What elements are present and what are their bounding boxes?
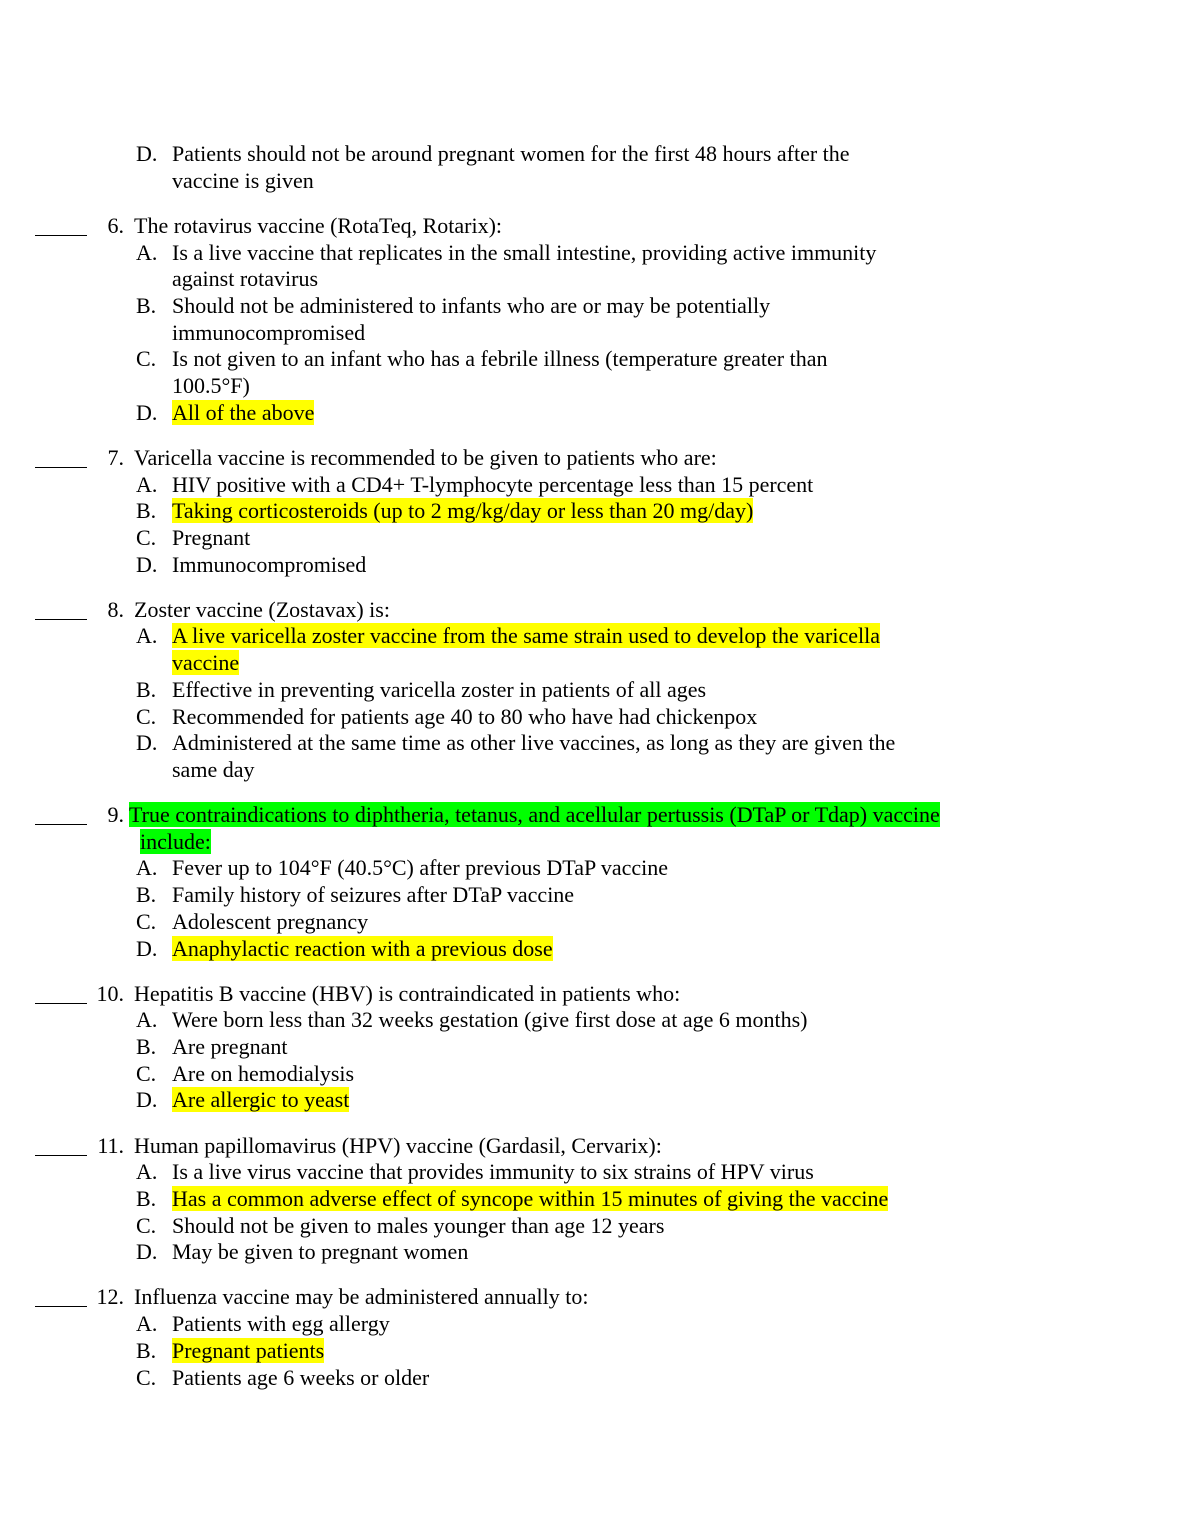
option-text-line	[172, 757, 254, 783]
option-text: Are allergic to yeast	[172, 1087, 350, 1113]
option-text-line	[172, 936, 553, 962]
option-text: Pregnant	[172, 524, 251, 550]
option-text: immunocompromised	[172, 319, 366, 345]
option-letter: D.	[136, 1239, 158, 1265]
option-letter: A.	[136, 855, 158, 881]
option-letter: C.	[136, 908, 157, 934]
option-text-line	[172, 320, 365, 346]
option-text: Pregnant patients	[172, 1337, 325, 1363]
option-text: Patients should not be around pregnant women for the first 48 hours after the	[172, 141, 850, 166]
option-letter: C.	[136, 524, 157, 550]
option-text: Adolescent pregnancy	[172, 908, 369, 934]
question-stem-line	[134, 1133, 662, 1159]
option-text-line	[172, 141, 850, 167]
option-text-line	[172, 1034, 287, 1060]
option-text: Are on hemodialysis	[172, 1060, 355, 1086]
option-text: Should not be given to males younger than age 12 years	[172, 1212, 665, 1238]
option-text-line	[172, 730, 895, 756]
question-stem: Hepatitis B vaccine (HBV) is contraindicated in patients who:	[134, 980, 681, 1006]
option-text: same day	[172, 756, 255, 782]
option-letter: B.	[136, 882, 157, 908]
option-letter: A.	[136, 1311, 158, 1337]
option-text-line	[172, 855, 668, 881]
question-stem: Influenza vaccine may be administered annually to:	[134, 1284, 589, 1310]
question-number: 6.	[107, 212, 124, 238]
option-text: Is a live vaccine that replicates in the small intestine, providing active immunity	[172, 239, 877, 265]
option-letter: A.	[136, 471, 158, 497]
option-letter: D.	[136, 551, 158, 577]
question-number: 9.	[107, 802, 124, 827]
option-text: Should not be administered to infants who are or may be potentially	[172, 292, 771, 318]
option-text-line	[172, 882, 574, 908]
option-text-line	[172, 1338, 324, 1364]
option-text-line	[172, 650, 239, 676]
option-text-line	[172, 240, 876, 266]
option-letter: B.	[136, 676, 157, 702]
option-text-line	[172, 1239, 468, 1265]
option-text-line	[172, 1311, 390, 1337]
question-stem: The rotavirus vaccine (RotaTeq, Rotarix):	[134, 212, 503, 238]
option-text-line	[172, 1087, 349, 1113]
option-text-line	[172, 373, 250, 399]
option-letter: B.	[136, 292, 157, 318]
option-text: May be given to pregnant women	[172, 1239, 469, 1265]
option-text: Is a live virus vaccine that provides immunity to six strains of HPV virus	[172, 1159, 814, 1185]
question-number: 10.	[96, 980, 124, 1006]
question-number: 12.	[96, 1284, 124, 1310]
option-text-line	[172, 525, 250, 551]
option-text-line	[172, 704, 757, 730]
option-text-line	[172, 472, 813, 498]
question-stem-line	[134, 445, 717, 471]
option-text-line	[172, 1186, 888, 1212]
question-stem-line	[134, 1284, 588, 1310]
option-letter: D.	[136, 141, 158, 166]
option-text: Family history of seizures after DTaP vaccine	[172, 882, 575, 908]
option-text: Anaphylactic reaction with a previous dose	[172, 935, 553, 961]
question-stem: True contraindications to diphtheria, tetanus, and acellular pertussis (DTaP or Tdap) vaccine	[129, 802, 940, 827]
option-text-line	[172, 909, 368, 935]
question-stem: Varicella vaccine is recommended to be given to patients who are:	[134, 444, 717, 470]
option-text-line	[172, 346, 828, 372]
option-letter: D.	[136, 730, 158, 756]
option-text: Patients with egg allergy	[172, 1311, 390, 1337]
option-letter: D.	[136, 1087, 158, 1113]
question-stem-line	[129, 802, 940, 828]
option-text: 100.5°F)	[172, 373, 250, 398]
option-text: Are pregnant	[172, 1034, 288, 1059]
option-text: Patients age 6 weeks or older	[172, 1364, 430, 1390]
option-text-line	[172, 1061, 354, 1087]
option-text: vaccine	[172, 650, 240, 676]
option-text-line	[172, 677, 706, 703]
option-text: HIV positive with a CD4+ T-lymphocyte percentage less than 15 percent	[172, 471, 814, 497]
question-number: 8.	[107, 596, 124, 622]
question-stem-line	[140, 829, 211, 855]
option-letter: A.	[136, 239, 158, 265]
option-text: Is not given to an infant who has a febrile illness (temperature greater than	[172, 346, 828, 372]
option-letter: C.	[136, 346, 157, 372]
option-letter: D.	[136, 935, 158, 961]
option-letter: A.	[136, 623, 158, 649]
option-letter: B.	[136, 1337, 157, 1363]
option-text: Administered at the same time as other live vaccines, as long as they are given the	[172, 730, 896, 756]
option-text: Fever up to 104°F (40.5°C) after previous DTaP vaccine	[172, 855, 669, 881]
question-number: 11.	[97, 1132, 124, 1158]
option-text-line	[172, 400, 314, 426]
option-text: vaccine is given	[172, 167, 314, 193]
option-text-line	[172, 1159, 814, 1185]
option-text-line	[172, 552, 366, 578]
option-letter: C.	[136, 1364, 157, 1390]
option-text-line	[172, 293, 770, 319]
option-letter: B.	[136, 1034, 157, 1059]
question-stem: include:	[140, 828, 211, 854]
option-letter: B.	[136, 498, 157, 524]
option-letter: D.	[136, 399, 158, 425]
question-stem-line	[134, 597, 390, 623]
option-text: A live varicella zoster vaccine from the same strain used to develop the varicella	[172, 623, 880, 649]
question-stem-line	[134, 213, 502, 239]
option-letter: A.	[136, 1007, 158, 1033]
option-letter: C.	[136, 703, 157, 729]
question-number: 7.	[107, 444, 124, 470]
option-text-line	[172, 1007, 807, 1033]
option-text-line	[172, 623, 880, 649]
option-text: Effective in preventing varicella zoster in patients of all ages	[172, 676, 707, 702]
option-letter: B.	[136, 1185, 157, 1211]
option-text-line	[172, 1365, 429, 1391]
option-text: against rotavirus	[172, 266, 319, 292]
question-stem-line	[134, 981, 680, 1007]
option-letter: A.	[136, 1159, 158, 1185]
option-text-line	[172, 498, 753, 524]
option-text: Immunocompromised	[172, 551, 367, 577]
option-text-line	[172, 168, 314, 194]
option-letter: C.	[136, 1212, 157, 1238]
option-text: All of the above	[172, 399, 315, 425]
option-text: Taking corticosteroids (up to 2 mg/kg/day or less than 20 mg/day)	[172, 498, 754, 524]
option-text-line	[172, 1213, 664, 1239]
question-stem: Human papillomavirus (HPV) vaccine (Gardasil, Cervarix):	[134, 1132, 662, 1158]
option-text: Were born less than 32 weeks gestation (give first dose at age 6 months)	[172, 1007, 808, 1033]
option-text: Recommended for patients age 40 to 80 who have had chickenpox	[172, 703, 758, 729]
option-text: Has a common adverse effect of syncope within 15 minutes of giving the vaccine	[172, 1185, 889, 1211]
option-text-line	[172, 266, 318, 292]
question-stem: Zoster vaccine (Zostavax) is:	[134, 596, 390, 622]
option-letter: C.	[136, 1060, 157, 1086]
